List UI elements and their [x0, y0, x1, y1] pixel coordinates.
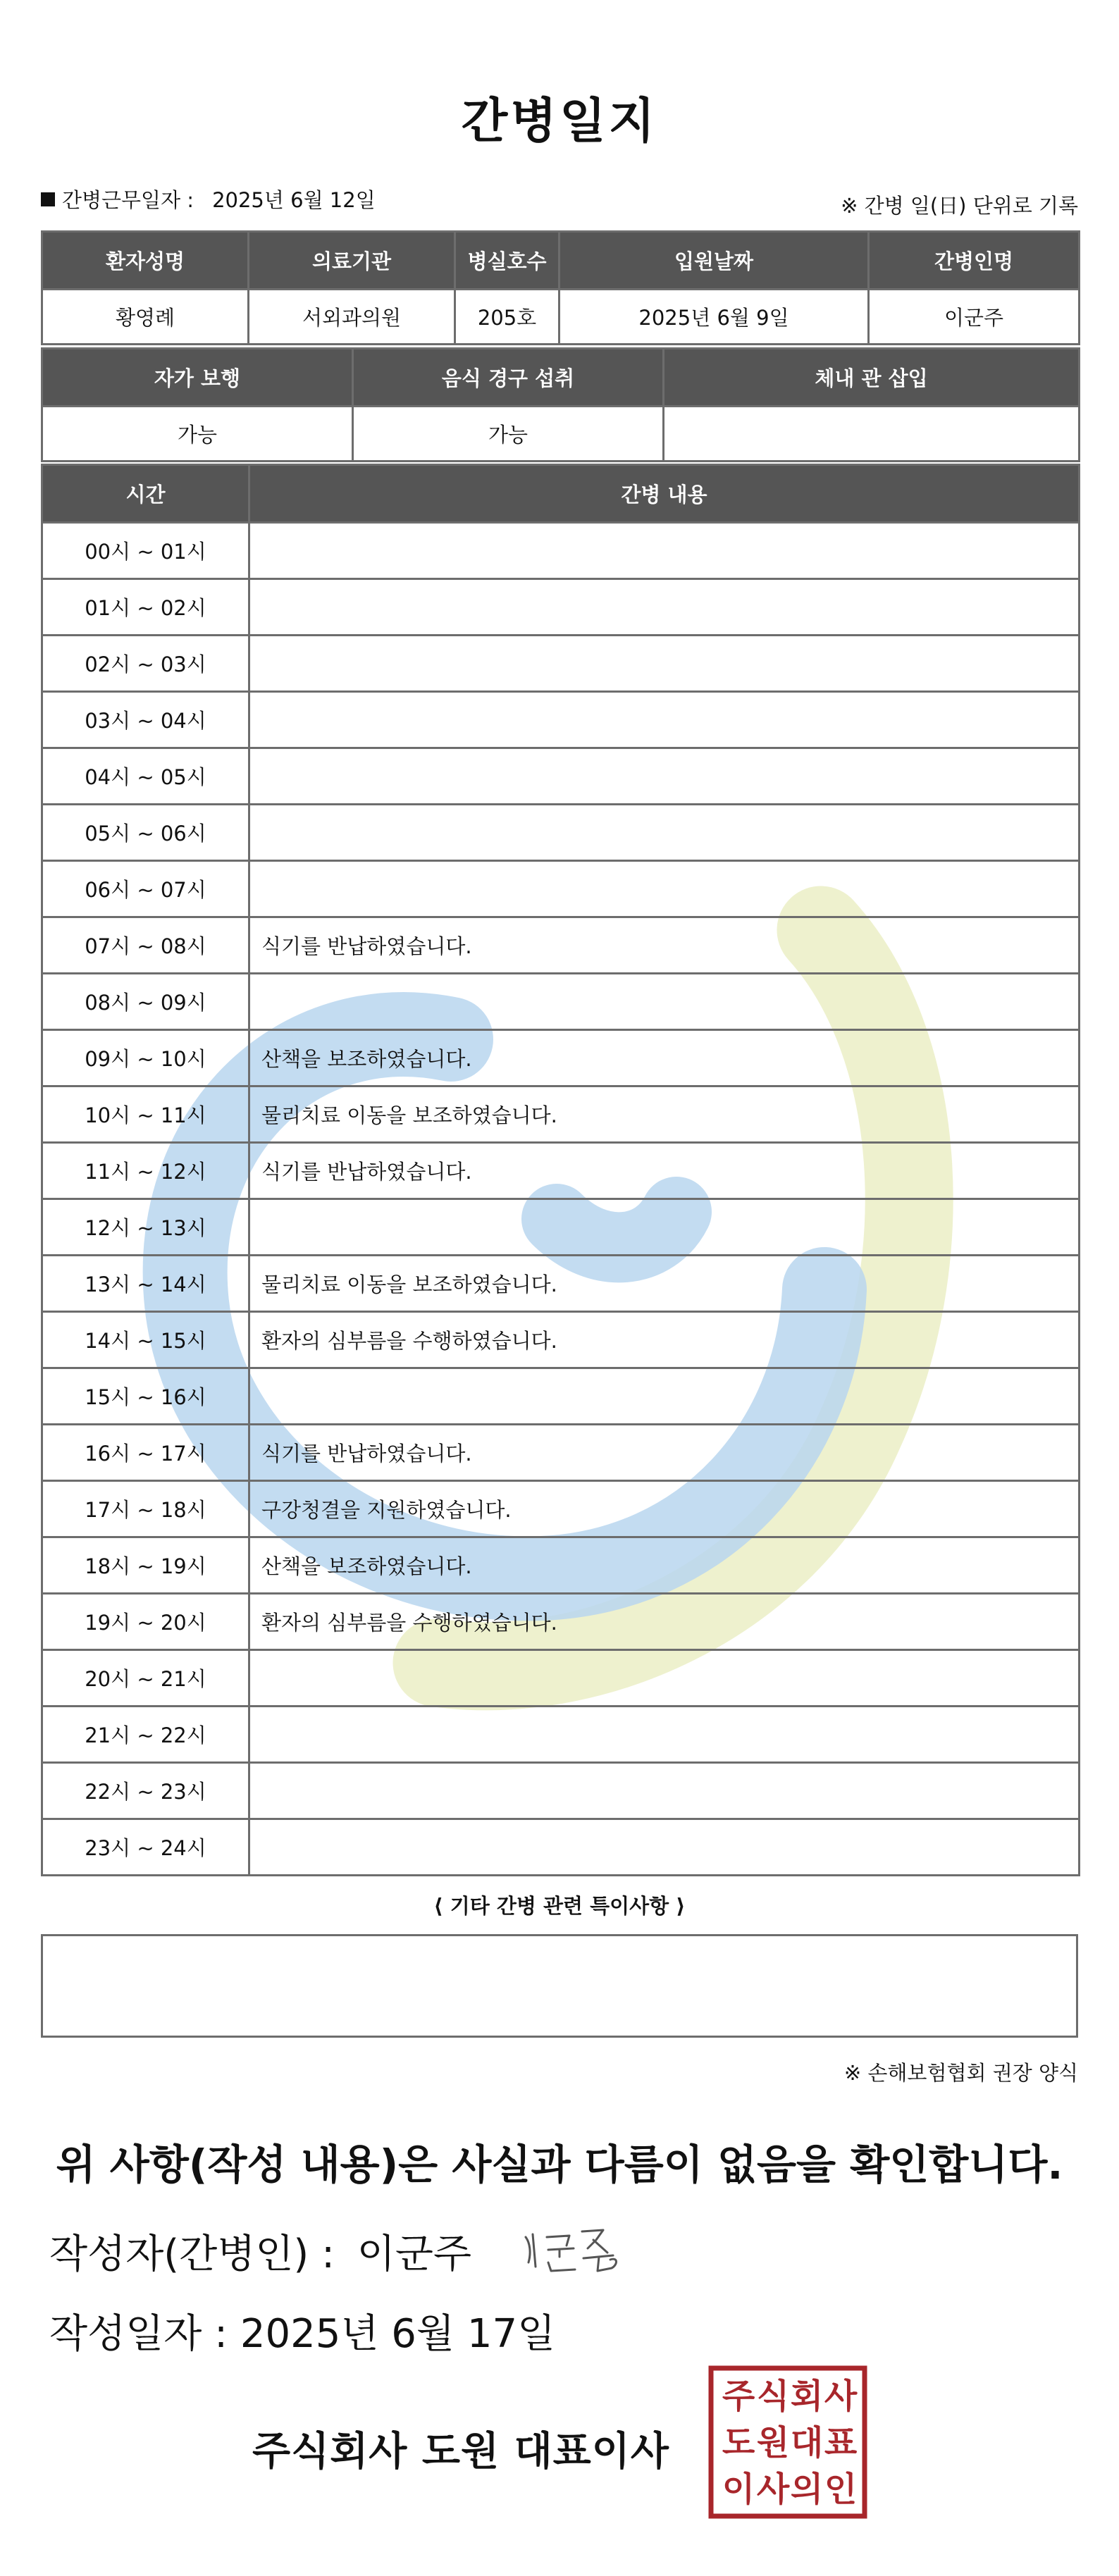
log-row [42, 523, 1080, 579]
patient-info-header-row [42, 232, 1080, 290]
log-row [42, 1368, 1080, 1425]
writer-label: 작성자(간병인) : [49, 2231, 335, 2277]
log-row [42, 1199, 1080, 1256]
log-row [42, 1763, 1080, 1819]
written-date-line [49, 2303, 555, 2359]
log-time: 00시 ~ 01시 [42, 523, 249, 579]
header-room-number: 병실호수 [455, 232, 560, 290]
log-body [42, 523, 1080, 1876]
daily-record-note: ※ 간병 일(日) 단위로 기록 [841, 194, 1078, 218]
status-value-row [42, 407, 1080, 462]
log-row [42, 1030, 1080, 1086]
self-walking-value: 가능 [42, 407, 353, 462]
log-row [42, 1819, 1080, 1876]
handwritten-signature [520, 2222, 626, 2278]
log-row [42, 974, 1080, 1030]
log-time: 20시 ~ 21시 [42, 1650, 249, 1707]
log-row [42, 805, 1080, 861]
square-bullet-icon [41, 192, 55, 206]
log-content [249, 1819, 1080, 1876]
log-row [42, 861, 1080, 917]
svg-text:이: 이 [722, 2470, 755, 2509]
log-time: 03시 ~ 04시 [42, 692, 249, 748]
patient-info-value-row [42, 290, 1080, 345]
work-date-label: 간병근무일자 : [62, 188, 194, 212]
oral-intake-value: 가능 [353, 407, 664, 462]
confirmation-statement: 위 사항(작성 내용)은 사실과 다름이 없음을 확인합니다. [56, 2141, 1063, 2188]
log-time: 07시 ~ 08시 [42, 917, 249, 974]
caregiver-name: 이군주 [869, 290, 1080, 345]
log-content [249, 861, 1080, 917]
header-time: 시간 [42, 465, 249, 523]
status-header-row [42, 349, 1080, 407]
svg-text:식: 식 [756, 2377, 790, 2416]
svg-text:사: 사 [824, 2377, 858, 2416]
log-time: 05시 ~ 06시 [42, 805, 249, 861]
header-oral-intake: 음식 경구 섭취 [353, 349, 664, 407]
log-content: 산책을 보조하였습니다. [249, 1030, 1080, 1086]
log-row [42, 579, 1080, 636]
log-row [42, 917, 1080, 974]
log-row [42, 1594, 1080, 1650]
document-title: 간병일지 [461, 94, 658, 149]
log-row [42, 1707, 1080, 1763]
work-date-line [41, 185, 376, 213]
form-source-note: ※ 손해보험협회 권장 양식 [843, 2061, 1078, 2085]
svg-text:회: 회 [790, 2377, 824, 2416]
log-row [42, 748, 1080, 805]
log-time: 06시 ~ 07시 [42, 861, 249, 917]
patient-status-table [41, 347, 1080, 462]
company-seal-stamp [707, 2364, 869, 2520]
header-admission-date: 입원날짜 [560, 232, 869, 290]
log-content [249, 636, 1080, 692]
log-content [249, 748, 1080, 805]
svg-text:의: 의 [790, 2470, 824, 2509]
log-header-row [42, 465, 1080, 523]
log-time: 16시 ~ 17시 [42, 1425, 249, 1481]
log-time: 18시 ~ 19시 [42, 1537, 249, 1594]
svg-text:표: 표 [824, 2423, 858, 2463]
hourly-care-log-table [41, 464, 1080, 1876]
header-patient-name: 환자성명 [42, 232, 249, 290]
room-number: 205호 [455, 290, 560, 345]
log-time: 14시 ~ 15시 [42, 1312, 249, 1368]
company-representative: 주식회사 도원 대표이사 [252, 2429, 669, 2475]
special-notes-box [41, 1934, 1078, 2038]
log-row [42, 1143, 1080, 1199]
log-content: 산책을 보조하였습니다. [249, 1537, 1080, 1594]
log-content: 구강청결을 지원하였습니다. [249, 1481, 1080, 1537]
tube-insertion-value [664, 407, 1080, 462]
log-row [42, 636, 1080, 692]
log-content [249, 692, 1080, 748]
log-content [249, 805, 1080, 861]
log-time: 15시 ~ 16시 [42, 1368, 249, 1425]
svg-text:주: 주 [722, 2377, 755, 2416]
header-self-walking: 자가 보행 [42, 349, 353, 407]
header-hospital: 의료기관 [249, 232, 455, 290]
log-time: 17시 ~ 18시 [42, 1481, 249, 1537]
log-row [42, 1537, 1080, 1594]
log-time: 13시 ~ 14시 [42, 1256, 249, 1312]
log-content: 식기를 반납하였습니다. [249, 1425, 1080, 1481]
log-row [42, 1312, 1080, 1368]
log-content [249, 1707, 1080, 1763]
patient-info-table [41, 230, 1080, 345]
admission-date: 2025년 6월 9일 [560, 290, 869, 345]
log-row [42, 1425, 1080, 1481]
log-time: 02시 ~ 03시 [42, 636, 249, 692]
log-row [42, 1650, 1080, 1707]
svg-text:대: 대 [790, 2423, 824, 2463]
log-time: 23시 ~ 24시 [42, 1819, 249, 1876]
patient-name: 황영례 [42, 290, 249, 345]
log-content: 식기를 반납하였습니다. [249, 917, 1080, 974]
log-time: 10시 ~ 11시 [42, 1086, 249, 1143]
written-date-value: 2025년 6월 17일 [240, 2311, 556, 2357]
log-row [42, 1086, 1080, 1143]
svg-text:원: 원 [756, 2423, 790, 2463]
log-content [249, 1199, 1080, 1256]
log-content [249, 974, 1080, 1030]
svg-text:사: 사 [756, 2470, 790, 2509]
work-date-value: 2025년 6월 12일 [212, 188, 376, 212]
log-content [249, 1650, 1080, 1707]
log-content: 환자의 심부름을 수행하였습니다. [249, 1312, 1080, 1368]
log-row [42, 1481, 1080, 1537]
log-content [249, 523, 1080, 579]
log-time: 09시 ~ 10시 [42, 1030, 249, 1086]
written-date-label: 작성일자 : [49, 2311, 228, 2357]
writer-name: 이군주 [357, 2231, 472, 2277]
log-time: 12시 ~ 13시 [42, 1199, 249, 1256]
log-content: 물리치료 이동을 보조하였습니다. [249, 1086, 1080, 1143]
log-time: 08시 ~ 09시 [42, 974, 249, 1030]
log-time: 21시 ~ 22시 [42, 1707, 249, 1763]
log-time: 11시 ~ 12시 [42, 1143, 249, 1199]
writer-line [49, 2223, 471, 2279]
svg-text:인: 인 [824, 2470, 858, 2509]
svg-text:도: 도 [722, 2423, 755, 2463]
hospital-name: 서외과의원 [249, 290, 455, 345]
log-time: 22시 ~ 23시 [42, 1763, 249, 1819]
log-row [42, 692, 1080, 748]
log-content [249, 1368, 1080, 1425]
header-tube-insertion: 체내 관 삽입 [664, 349, 1080, 407]
log-row [42, 1256, 1080, 1312]
log-content: 물리치료 이동을 보조하였습니다. [249, 1256, 1080, 1312]
log-content [249, 1763, 1080, 1819]
log-content: 환자의 심부름을 수행하였습니다. [249, 1594, 1080, 1650]
log-time: 04시 ~ 05시 [42, 748, 249, 805]
special-notes-title: ⟨ 기타 간병 관련 특이사항 ⟩ [433, 1894, 686, 1918]
log-time: 19시 ~ 20시 [42, 1594, 249, 1650]
log-content: 식기를 반납하였습니다. [249, 1143, 1080, 1199]
header-caregiver-name: 간병인명 [869, 232, 1080, 290]
header-care-content: 간병 내용 [249, 465, 1080, 523]
log-time: 01시 ~ 02시 [42, 579, 249, 636]
log-content [249, 579, 1080, 636]
